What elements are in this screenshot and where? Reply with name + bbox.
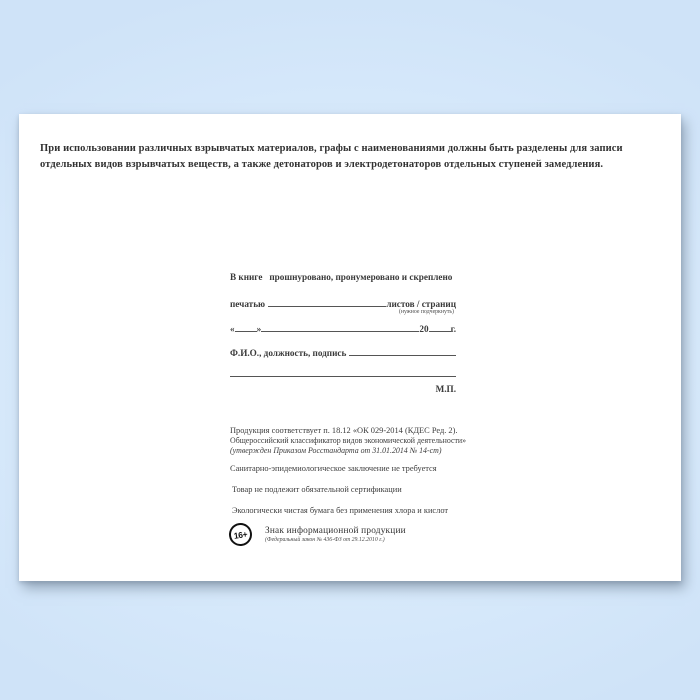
stamp-sheets-line: [230, 299, 456, 309]
compliance-line-2: Общероссийский классификатор видов экономической деятельности»: [230, 436, 467, 445]
age-rating-16plus-icon: 16+: [228, 522, 254, 548]
blank-signature: [349, 355, 456, 356]
stamp-place-line: [230, 384, 456, 394]
binding-certification-block: [230, 272, 456, 402]
sanitary-note: Санитарно-эпидемиологическое заключение не требуется: [230, 464, 437, 473]
information-product-title: Знак информационной продукции: [265, 526, 406, 536]
open-quote: «: [230, 324, 235, 334]
eco-paper-note: Экологически чистая бумага без применения хлора и кислот: [232, 506, 449, 515]
blank-continuation-line: [230, 366, 456, 377]
blank-line: [268, 306, 386, 307]
close-quote: »: [256, 324, 262, 334]
sheets-label: листов / страниц: [386, 299, 456, 309]
signature-line: [230, 348, 456, 358]
stamp-label: печатью: [230, 299, 266, 309]
binding-line-text: В книге прошнуровано, пронумеровано и скреплено: [230, 272, 453, 282]
blank-year: [429, 331, 451, 332]
compliance-block: [230, 426, 466, 455]
compliance-line-1: Продукция соответствует п. 18.12 «ОК 029-2014 (КДЕС Ред. 2).: [230, 426, 458, 435]
stamp-abbr: М.П.: [435, 384, 456, 394]
information-product-mark: [265, 526, 406, 543]
information-product-law: (Федеральный закон № 436-ФЗ от 29.12.2010 г.): [265, 537, 385, 543]
date-line: [230, 324, 456, 334]
year-suffix: г.: [450, 324, 456, 334]
blank-day: [235, 331, 257, 332]
blank-month: [261, 331, 419, 332]
instruction-paragraph: При использовании различных взрывчатых материалов, графы с наименованиями должны быть разделены для записи отдельных видов взрывчатых веществ, а также детонаторов и электродетонаторов отдельных ступеней замедления.: [40, 143, 623, 170]
certification-note: Товар не подлежит обязательной сертификации: [232, 485, 402, 494]
underline-hint: (нужное подчеркнуть): [398, 309, 454, 315]
binding-line: [230, 272, 456, 282]
compliance-line-3: (утвержден Приказом Росстандарта от 31.01.2014 № 14-ст): [230, 446, 442, 455]
year-prefix: 20: [419, 324, 429, 334]
document-page: [19, 114, 681, 581]
signature-label: Ф.И.О., должность, подпись: [230, 348, 347, 358]
